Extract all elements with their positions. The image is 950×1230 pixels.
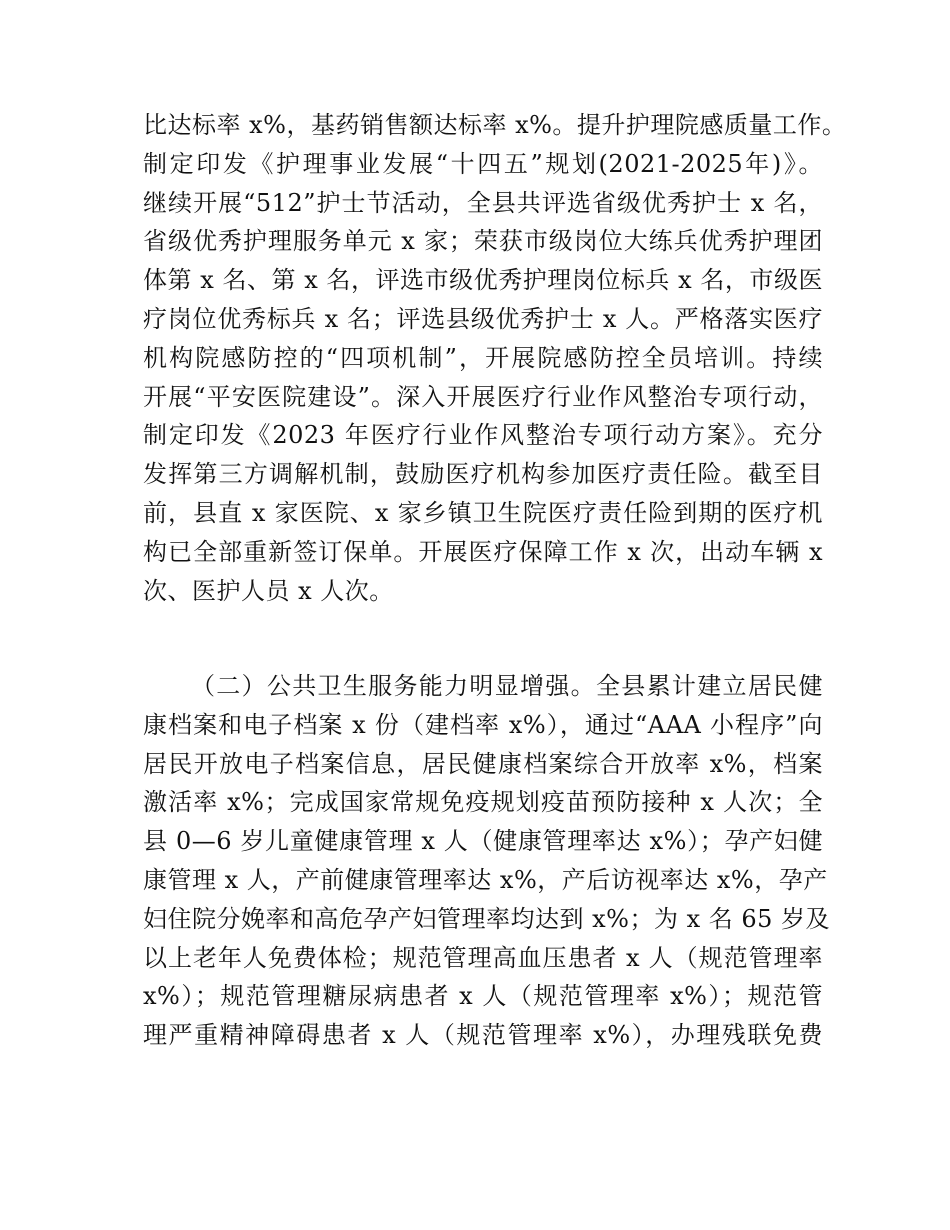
paragraph-1-line-1: 比达标率 x%，基药销售额达标率 x%。提升护理院感质量工作。 bbox=[143, 111, 847, 139]
paragraph-1-line-5: 体第 x 名、第 x 名，评选市级优秀护理岗位标兵 x 名，市级医 bbox=[143, 266, 823, 295]
paragraph-2-line-6: 康管理 x 人，产前健康管理率达 x%，产后访视率达 x%，孕产 bbox=[143, 865, 828, 894]
paragraph-2-line-8: 以上老年人免费体检；规范管理高血压患者 x 人（规范管理率 bbox=[143, 943, 823, 972]
paragraph-2-line-9: x%）；规范管理糖尿病患者 x 人（规范管理率 x%）；规范管 bbox=[143, 982, 823, 1011]
paragraph-1-line-9: 制定印发《2023 年医疗行业作风整治专项行动方案》。充分 bbox=[143, 421, 823, 450]
paragraph-1-line-10: 发挥第三方调解机制，鼓励医疗机构参加医疗责任险。截至目 bbox=[143, 460, 823, 489]
paragraph-1-line-12: 构已全部重新签订保单。开展医疗保障工作 x 次，出动车辆 x bbox=[143, 537, 823, 566]
paragraph-2-line-1: （二）公共卫生服务能力明显增强。全县累计建立居民健 bbox=[191, 672, 823, 700]
paragraph-1-line-4: 省级优秀护理服务单元 x 家；荣获市级岗位大练兵优秀护理团 bbox=[143, 227, 823, 256]
paragraph-2-line-5: 县 0—6 岁儿童健康管理 x 人（健康管理率达 x%）；孕产妇健 bbox=[143, 827, 823, 856]
paragraph-1-line-3: 继续开展“512”护士节活动，全县共评选省级优秀护士 x 名， bbox=[143, 188, 823, 217]
paragraph-2-line-3: 居民开放电子档案信息，居民健康档案综合开放率 x%，档案 bbox=[143, 749, 823, 778]
paragraph-1-line-6: 疗岗位优秀标兵 x 名；评选县级优秀护士 x 人。严格落实医疗 bbox=[143, 304, 823, 333]
paragraph-1-line-7: 机构院感防控的“四项机制”，开展院感防控全员培训。持续 bbox=[143, 343, 823, 372]
paragraph-1-line-8: 开展“平安医院建设”。深入开展医疗行业作风整治专项行动， bbox=[143, 382, 823, 411]
paragraph-1-line-2: 制定印发《护理事业发展“十四五”规划(2021-2025年)》。 bbox=[143, 149, 823, 178]
paragraph-1-line-13: 次、医护人员 x 人次。 bbox=[143, 576, 394, 605]
paragraph-2-line-2: 康档案和电子档案 x 份（建档率 x%），通过“AAA 小程序”向 bbox=[143, 710, 823, 739]
paragraph-1-line-11: 前，县直 x 家医院、x 家乡镇卫生院医疗责任险到期的医疗机 bbox=[143, 498, 823, 527]
paragraph-2-line-4: 激活率 x%；完成国家常规免疫规划疫苗预防接种 x 人次；全 bbox=[143, 788, 823, 817]
paragraph-2 bbox=[143, 667, 831, 1055]
paragraph-2-line-7: 妇住院分娩率和高危孕产妇管理率均达到 x%；为 x 名 65 岁及 bbox=[143, 904, 831, 933]
paragraph-2-line-10: 理严重精神障碍患者 x 人（规范管理率 x%），办理残联免费 bbox=[143, 1021, 823, 1050]
paragraph-1 bbox=[143, 106, 847, 610]
